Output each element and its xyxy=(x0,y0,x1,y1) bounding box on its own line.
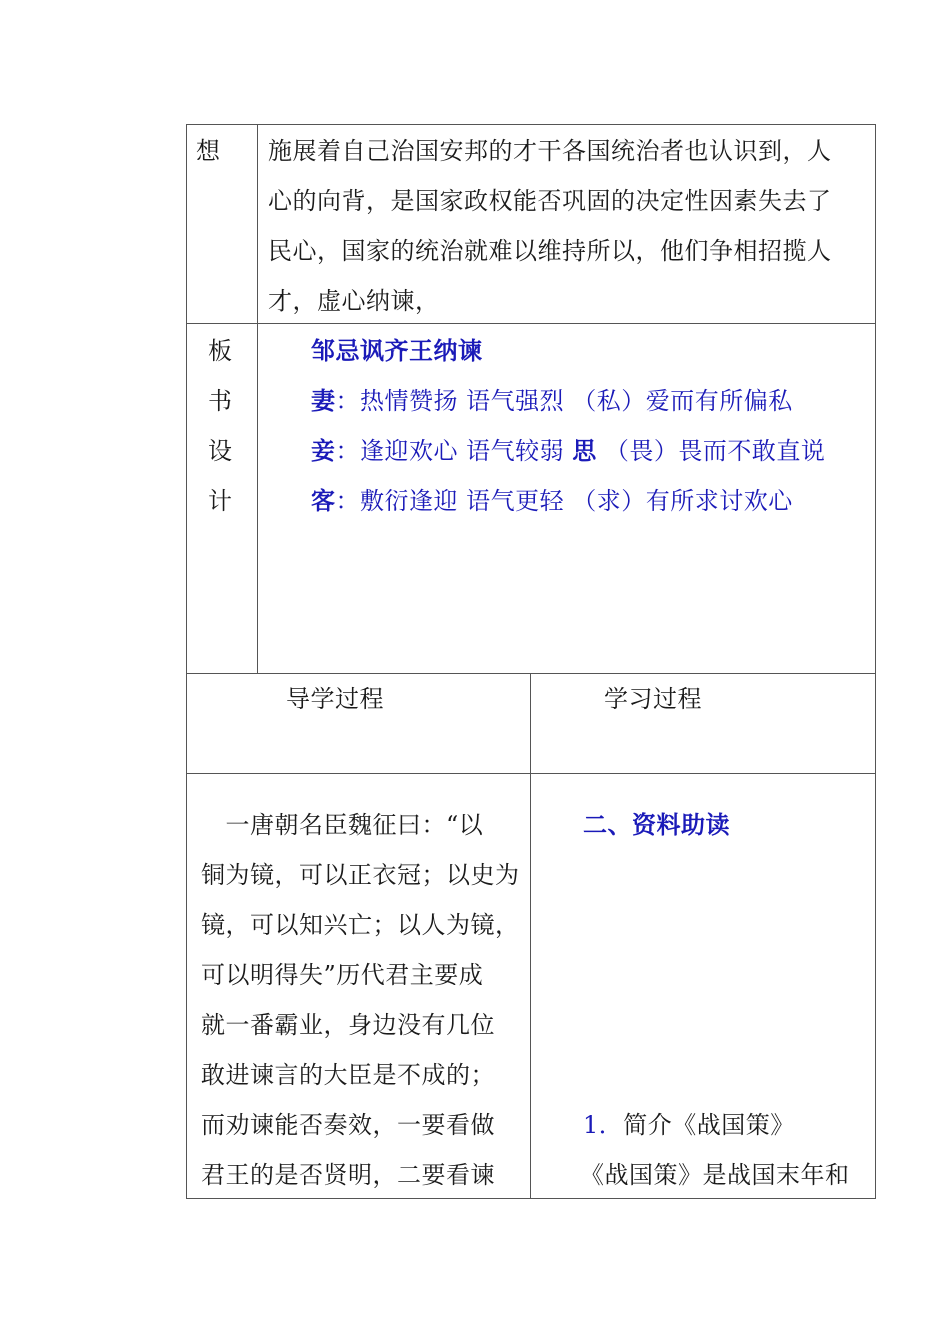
board-reason-guest: （求）有所求讨欢心 xyxy=(572,487,793,515)
left-line-6: 敢进谏言的大臣是不成的； xyxy=(201,1061,495,1089)
board-reason-wife: （私）爱而有所偏私 xyxy=(572,387,793,415)
board-key-concubine: 妾 xyxy=(311,436,336,465)
thought-line-3: 民心，国家的统治就难以维持所以，他们争相招揽人 xyxy=(268,237,832,265)
resource-item-1 xyxy=(583,1100,795,1150)
thought-line-4: 才，虚心纳谏， xyxy=(268,287,440,315)
left-line-2: 铜为镜，可以正衣冠；以史为 xyxy=(201,861,520,889)
board-key-guest: 客 xyxy=(311,486,336,515)
board-label-char-3: 设 xyxy=(208,437,233,465)
left-line-8: 君王的是否贤明，二要看谏 xyxy=(201,1161,495,1189)
resource-heading: 二、资料助读 xyxy=(583,810,730,839)
resource-item-text: 《战国策》是战国末年和 xyxy=(580,1161,850,1189)
thought-line-1: 施展着自己治国安邦的才干各国统治者也认识到，人 xyxy=(268,137,832,165)
board-desc-concubine: 逢迎欢心 语气较弱 xyxy=(360,437,565,465)
board-key-wife: 妻 xyxy=(311,386,336,415)
board-label-char-4: 计 xyxy=(208,487,233,515)
board-desc-wife: 热情赞扬 语气强烈 xyxy=(360,387,565,415)
left-line-7: 而劝谏能否奏效，一要看做 xyxy=(201,1111,495,1139)
left-line-5: 就一番霸业，身边没有几位 xyxy=(201,1011,495,1039)
board-title: 邹忌讽齐王纳谏 xyxy=(311,336,483,365)
resource-item-title: 简介《战国策》 xyxy=(623,1111,795,1139)
thought-label: 想 xyxy=(196,137,221,165)
resource-item-number: 1． xyxy=(583,1111,624,1139)
board-reason-concubine: （畏）畏而不敢直说 xyxy=(604,437,826,465)
thought-line-2: 心的向背，是国家政权能否巩固的决定性因素失去了 xyxy=(268,187,832,215)
left-line-1: 一唐朝名臣魏征曰：“以 xyxy=(201,811,484,839)
board-desc-guest: 敷衍逢迎 语气更轻 xyxy=(360,487,565,515)
header-guided-learning: 导学过程 xyxy=(286,685,384,713)
board-label-char-1: 板 xyxy=(208,337,233,365)
left-line-4: 可以明得失”历代君主要成 xyxy=(201,961,484,989)
board-row-guest: 客：敷衍逢迎 语气更轻 （求）有所求讨欢心 xyxy=(311,486,793,515)
board-row-concubine: 妾：逢迎欢心 语气较弱 思 （畏）畏而不敢直说 xyxy=(311,436,826,465)
board-label-char-2: 书 xyxy=(208,387,233,415)
board-mid-si: 思 xyxy=(572,436,597,465)
board-row-wife: 妻：热情赞扬 语气强烈 （私）爱而有所偏私 xyxy=(311,386,793,415)
header-learning-process: 学习过程 xyxy=(604,685,702,713)
left-line-3: 镜，可以知兴亡；以人为镜， xyxy=(201,911,520,939)
